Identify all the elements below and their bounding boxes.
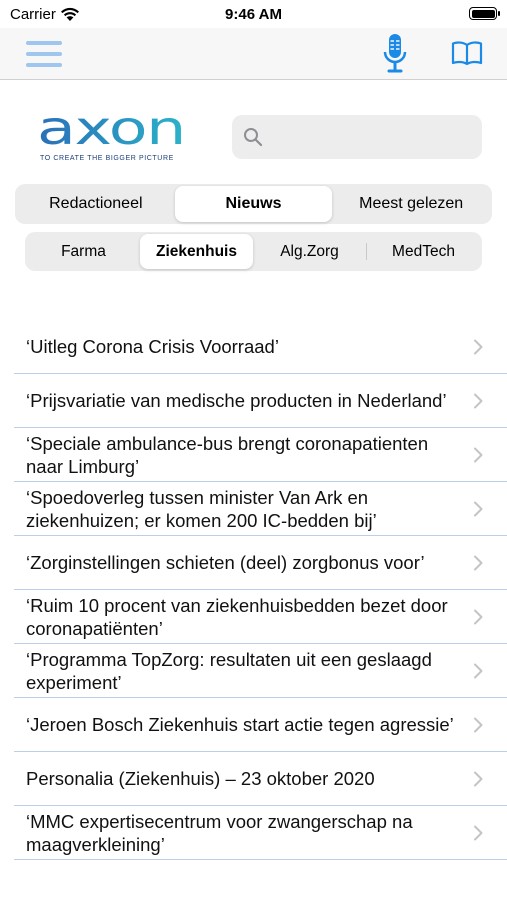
article-title: ‘MMC expertisecentrum voor zwangerschap na maagverkleining’ — [26, 810, 413, 855]
chevron-right-icon — [473, 447, 483, 463]
article-row[interactable] — [14, 752, 507, 806]
article-title: Personalia (Ziekenhuis) – 23 oktober 2020 — [26, 768, 375, 789]
chevron-right-icon — [473, 609, 483, 625]
tab-nieuws[interactable]: Nieuws — [175, 186, 333, 222]
article-title: ‘Programma TopZorg: resultaten uit een geslaagd experiment’ — [26, 648, 432, 693]
article-title: ‘Uitleg Corona Crisis Voorraad’ — [26, 336, 279, 357]
article-title: ‘Spoedoverleg tussen minister Van Ark en ziekenhuizen; er komen 200 IC-bedden bij’ — [26, 486, 377, 531]
article-row[interactable] — [14, 536, 507, 590]
tab-alg-zorg[interactable]: Alg.Zorg — [280, 242, 339, 260]
chevron-right-icon — [473, 339, 483, 355]
microphone-icon[interactable] — [381, 32, 409, 74]
hamburger-menu-icon[interactable] — [26, 39, 62, 69]
svg-text:axon: axon — [37, 108, 185, 152]
logo-tagline: TO CREATE THE BIGGER PICTURE — [40, 155, 174, 162]
article-row[interactable] — [14, 590, 507, 644]
article-row[interactable] — [14, 698, 507, 752]
article-title: ‘Ruim 10 procent van ziekenhuisbedden bezet door coronapatiënten’ — [26, 594, 448, 639]
status-bar — [0, 0, 507, 28]
search-input[interactable] — [270, 123, 470, 151]
navigation-bar — [0, 28, 507, 80]
search-icon — [243, 127, 263, 147]
article-row[interactable] — [14, 374, 507, 428]
tab-farma[interactable]: Farma — [61, 242, 106, 260]
article-title: ‘Zorginstellingen schieten (deel) zorgbonus voor’ — [26, 552, 425, 573]
chevron-right-icon — [473, 501, 483, 517]
clock: 9:46 AM — [225, 6, 282, 23]
chevron-right-icon — [473, 555, 483, 571]
battery-icon — [469, 7, 497, 20]
article-row[interactable] — [14, 806, 507, 860]
chevron-right-icon — [473, 717, 483, 733]
article-title: ‘Jeroen Bosch Ziekenhuis start actie tegen agressie’ — [26, 714, 454, 735]
article-title: ‘Prijsvariatie van medische producten in Nederland’ — [26, 390, 447, 411]
tab-redactioneel[interactable]: Redactioneel — [49, 195, 143, 212]
tab-ziekenhuis[interactable]: Ziekenhuis — [140, 234, 253, 269]
chevron-right-icon — [473, 663, 483, 679]
tab-meest-gelezen[interactable]: Meest gelezen — [359, 195, 464, 212]
category-tabs — [25, 232, 482, 271]
article-row[interactable] — [14, 644, 507, 698]
carrier-label: Carrier — [10, 6, 56, 23]
article-row[interactable] — [14, 428, 507, 482]
logo-wordmark — [37, 108, 187, 152]
chevron-right-icon — [473, 771, 483, 787]
tab-medtech[interactable]: MedTech — [392, 242, 455, 260]
article-list — [14, 320, 507, 860]
article-row[interactable] — [14, 482, 507, 536]
open-book-icon[interactable] — [451, 39, 483, 67]
article-row[interactable] — [14, 320, 507, 374]
article-title: ‘Speciale ambulance-bus brengt coronapatienten naar Limburg’ — [26, 432, 429, 477]
search-bar[interactable] — [232, 115, 482, 159]
axon-logo — [37, 108, 187, 166]
main-tabs — [15, 184, 492, 224]
chevron-right-icon — [473, 393, 483, 409]
chevron-right-icon — [473, 825, 483, 841]
